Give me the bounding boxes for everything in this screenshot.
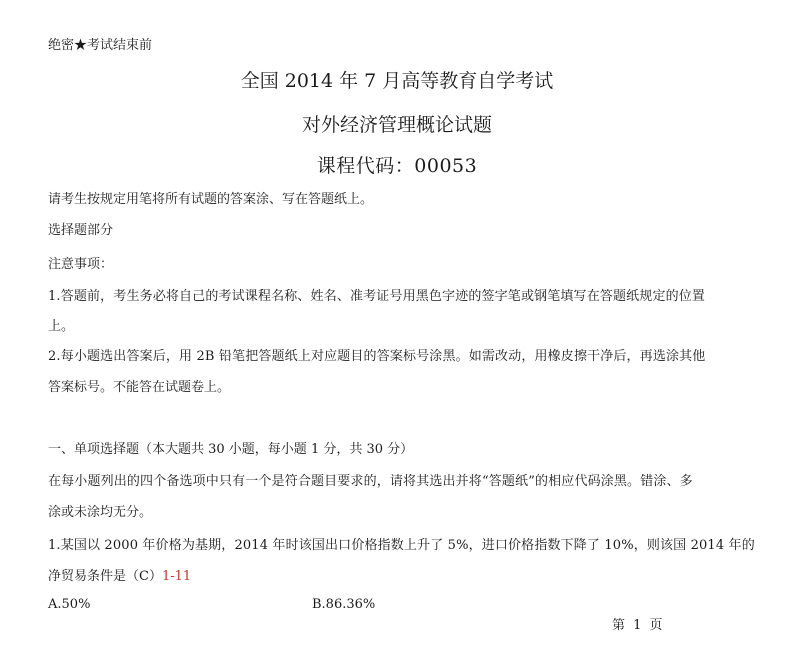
- question-1-stem-text: 净贸易条件是（C）: [48, 569, 162, 584]
- page-number: 第 1 页: [612, 618, 663, 633]
- subject-title: 对外经济管理概论试题: [301, 114, 492, 136]
- part-1-heading: 一、单项选择题（本大题共 30 小题，每小题 1 分，共 30 分）: [48, 442, 414, 457]
- question-1-option-b: B.86.36%: [312, 597, 376, 612]
- question-1-stem-line-1: 1.某国以 2000 年价格为基期，2014 年时该国出口价格指数上升了 5%，进口价格指数下降了 10%，则该国 2014 年的: [48, 538, 755, 553]
- question-1-stem-line-2: [48, 565, 191, 584]
- note-1-line-1: 1.答题前，考生务必将自己的考试课程名称、姓名、准考证号用黑色字迹的签字笔或钢笔填写在答题纸规定的位置: [48, 289, 706, 304]
- part-1-instruction-line-1: 在每小题列出的四个备选项中只有一个是符合题目要求的，请将其选出并将“答题纸”的相应代码涂黑。错涂、多: [48, 474, 693, 489]
- note-2-line-2: 答案标号。不能答在试题卷上。: [48, 380, 231, 395]
- course-code: 课程代码：00053: [316, 155, 478, 177]
- part-1-instruction-line-2: 涂或未涂均无分。: [48, 505, 153, 520]
- note-2-line-1: 2.每小题选出答案后，用 2B 铅笔把答题纸上对应题目的答案标号涂黑。如需改动，用橡皮擦干净后，再选涂其他: [48, 349, 706, 364]
- intro-instruction: 请考生按规定用笔将所有试题的答案涂、写在答题纸上。: [48, 192, 374, 207]
- question-1-option-a: A.50%: [48, 597, 91, 612]
- note-1-line-2: 上。: [48, 319, 75, 334]
- confidential-label: 绝密★考试结束前: [48, 38, 153, 53]
- question-1-annotation: 1-11: [161, 569, 192, 584]
- notes-heading: 注意事项：: [48, 257, 114, 272]
- exam-title: 全国 2014 年 7 月高等教育自学考试: [240, 70, 554, 92]
- objective-section-label: 选择题部分: [48, 223, 114, 238]
